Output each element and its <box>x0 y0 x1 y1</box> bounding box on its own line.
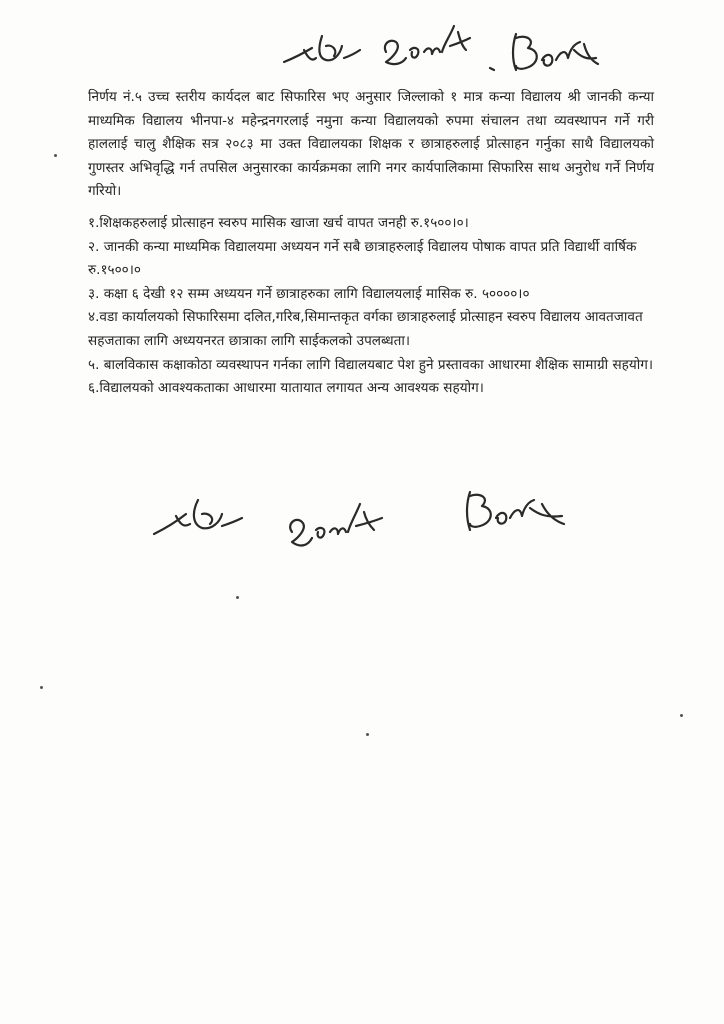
signature-top-2 <box>380 22 476 74</box>
signature-bottom-3 <box>452 486 572 538</box>
list-item: १.शिक्षकहरुलाई प्रोत्साहन स्वरुप मासिक खाजा खर्च वापत जनही रु.१५००।०। <box>88 214 469 231</box>
list-item: ३. कक्षा ६ देखी १२ सम्म अध्ययन गर्ने छात्राहरुका लागि विद्यालयलाई मासिक रु. ५००००।० <box>88 285 530 302</box>
signature-top-1 <box>282 28 362 72</box>
list-item: ४.वडा कार्यालयको सिफारिसमा दलित,गरिब,सिमान्तकृत वर्गका छात्राहरुलाई प्रोत्साहन स्वरुप विद्यालय आवतजावत सहजताका लागि अध्ययनरत छात्राका लागि साईकलको उपलब्धता। <box>88 309 643 349</box>
list-item: ६.विद्यालयको आवश्यकताका आधारमा यातायात लगायत अन्य आवश्यक सहयोग। <box>88 380 484 397</box>
signature-bottom-1 <box>150 494 246 540</box>
scan-speck <box>40 686 43 689</box>
decision-paragraph: निर्णय नं.५ उच्च स्तरीय कार्यदल बाट सिफारिस भए अनुसार जिल्लाको १ मात्र कन्या विद्यालय श्री जानकी कन्या माध्यमिक विद्यालय भीनपा-४ महेन्द्रनगरलाई नमुना कन्या विद्यालयको रुपमा संचालन तथा व्यवस्थापन गर्ने गरी हाललाई चालु शैक्षिक सत्र २०८३ मा उक्त विद्यालयका शिक्षक र छात्राहरुलाई प्रोत्साहन गर्नुका साथै विद्यालयको गुणस्तर अभिवृद्धि गर्न तपसिल अनुसारका कार्यक्रमका लागि नगर कार्यपालिकामा सिफारिस साथ अनुरोध गर्ने निर्णय गरियो। <box>88 89 654 200</box>
document-body <box>88 86 654 401</box>
scan-speck <box>236 596 239 599</box>
scan-speck <box>680 714 683 717</box>
scan-speck <box>54 154 57 157</box>
signature-bottom-2 <box>284 500 388 554</box>
list-item: २. जानकी कन्या माध्यमिक विद्यालयमा अध्ययन गर्ने सबै छात्राहरुलाई विद्यालय पोषाक वापत प्रति विद्यार्थी वार्षिक रु.१५००।० <box>88 238 637 279</box>
decision-items-list <box>88 212 654 401</box>
list-item: ५. बालविकास कक्षाकोठा व्यवस्थापन गर्नका लागि विद्यालयबाट पेश हुने प्रस्तावका आधारमा शैक्षिक सामाग्री सहयोग। <box>88 356 654 373</box>
scan-speck <box>366 733 369 736</box>
signature-top-3 <box>486 30 602 80</box>
